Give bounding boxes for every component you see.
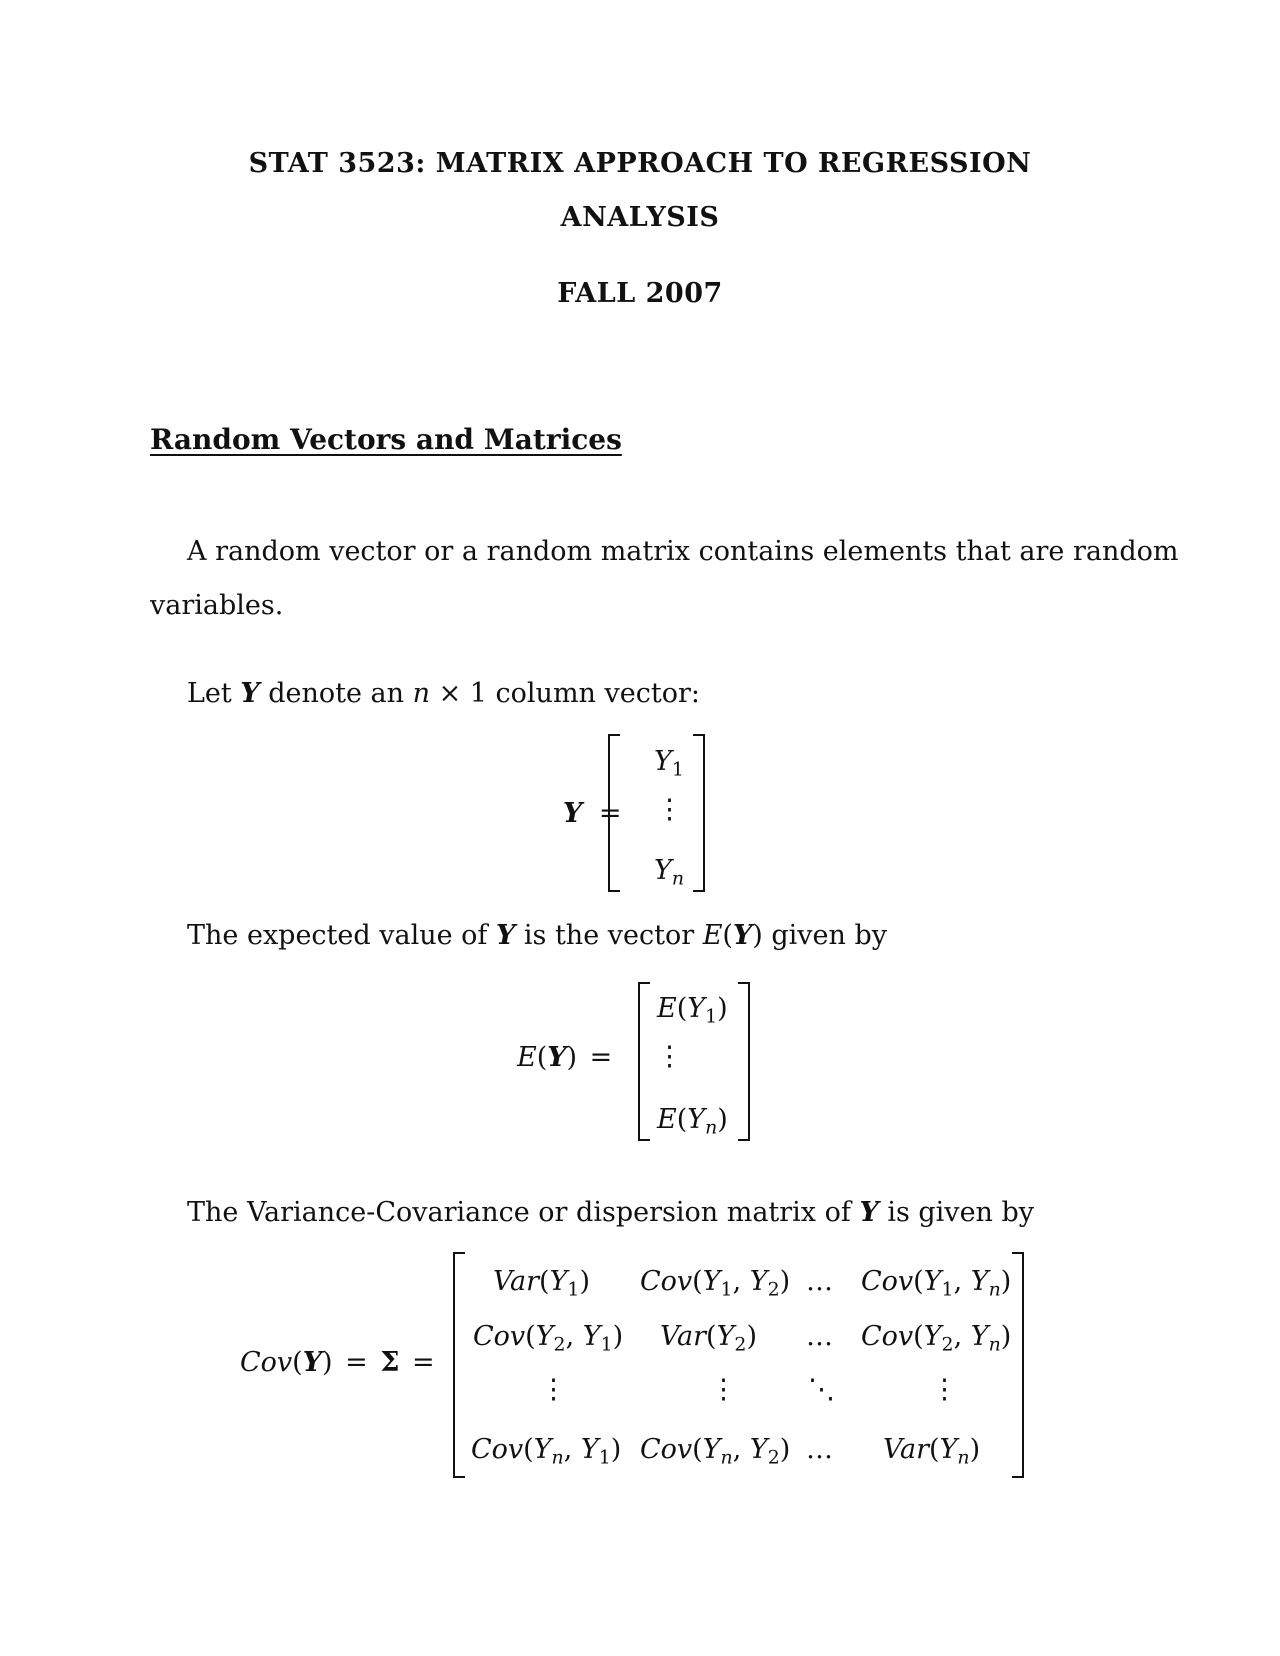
eq2-right-bracket [738, 982, 750, 1141]
para2-n: n [412, 678, 430, 709]
eq3-lhs-cov: Cov [240, 1347, 293, 1378]
eq3-equals-2: = [412, 1347, 435, 1378]
paragraph-4 [187, 1199, 1034, 1226]
document-title-line2: ANALYSIS [560, 202, 720, 233]
para3-after: given by [762, 920, 888, 951]
eq2-equals: = [589, 1042, 613, 1073]
cov-matrix-cell-3-1: ⋮ [540, 1374, 567, 1405]
eq3-equals-1: = [345, 1347, 368, 1378]
eq2-lhs-e: E [517, 1042, 537, 1073]
cov-matrix-cell-4-1: $Cov(Y_n$, $Y_1$) [471, 1434, 622, 1469]
cov-matrix-cell-1-3: … [806, 1266, 833, 1297]
cov-matrix-cell-2-2: $Var(Y_2)$ [660, 1321, 757, 1356]
para3-close: ) [752, 920, 763, 951]
eq1-vdots: ⋮ [656, 794, 683, 825]
cov-matrix-cell-3-3: ⋱ [808, 1374, 835, 1405]
para2-middle: denote an [259, 678, 413, 709]
eq1-right-bracket [693, 734, 705, 892]
eq2-entry-1: $E(Y_1)$ [657, 993, 728, 1028]
para2-times: × 1 column vector: [430, 678, 700, 709]
eq3-lhs: Cov(Y) = Σ = [240, 1347, 435, 1378]
document-term: FALL 2007 [557, 278, 723, 309]
cov-matrix-cell-2-1: $Cov(Y_2$, $Y_1$) [473, 1321, 624, 1356]
eq1-lhs-y: Y [563, 798, 583, 829]
cov-matrix-cell-2-3: … [806, 1321, 833, 1352]
eq1-equals: = [598, 798, 622, 829]
eq2-vdots: ⋮ [656, 1041, 683, 1072]
cov-matrix-cell-1-2: $Cov(Y_1$, $Y_2$) [640, 1266, 791, 1301]
eq1-left-bracket [608, 734, 620, 892]
cov-matrix-cell-4-4: $Var(Y_n)$ [883, 1434, 981, 1469]
para2-symbol-y: Y [240, 678, 260, 709]
para3-open: ( [722, 920, 733, 951]
paragraph-3 [187, 922, 887, 949]
para4-before: The Variance-Covariance or dispersion matrix of [187, 1197, 860, 1228]
eq2-lhs-y: Y [547, 1042, 567, 1073]
eq1-entry-n: $Y_n$ [654, 855, 684, 890]
cov-matrix-cell-4-3: … [806, 1434, 833, 1465]
eq3-left-bracket [453, 1252, 465, 1478]
cov-matrix-cell-1-4: $Cov(Y_1$, $Y_n$) [861, 1266, 1012, 1301]
eq2-entry-n: $E(Y_n)$ [657, 1104, 728, 1139]
para4-after: is given by [878, 1197, 1035, 1228]
para3-e: E [702, 920, 723, 951]
cov-matrix-cell-3-2: ⋮ [710, 1374, 737, 1405]
paragraph-2 [187, 680, 700, 707]
document-title-line1: STAT 3523: MATRIX APPROACH TO REGRESSION [248, 148, 1032, 179]
section-title: Random Vectors and Matrices [150, 423, 622, 456]
paragraph-1-line-2: variables. [150, 590, 284, 621]
eq2-left-bracket [638, 982, 650, 1141]
para3-symbol-y2: Y [732, 920, 753, 951]
para3-symbol-y: Y [496, 920, 516, 951]
eq3-lhs-y: Y [302, 1347, 322, 1378]
para3-middle: is the vector [515, 920, 703, 951]
para3-before: The expected value of [187, 920, 497, 951]
para4-symbol-y: Y [859, 1197, 879, 1228]
eq1-entry-1: $Y_1$ [654, 746, 684, 781]
paragraph-1-line-1: A random vector or a random matrix contains elements that are random [187, 536, 1179, 567]
eq2-lhs: E(Y) = [517, 1042, 613, 1073]
cov-matrix-cell-1-1: $Var(Y_1)$ [493, 1266, 590, 1301]
cov-matrix-cell-4-2: $Cov(Y_n$, $Y_2$) [640, 1434, 791, 1469]
para2-before: Let [187, 678, 241, 709]
cov-matrix-cell-2-4: $Cov(Y_2$, $Y_n$) [861, 1321, 1012, 1356]
eq3-right-bracket [1012, 1252, 1024, 1478]
cov-matrix-cell-3-4: ⋮ [931, 1374, 958, 1405]
eq3-sigma: Σ [380, 1347, 400, 1378]
